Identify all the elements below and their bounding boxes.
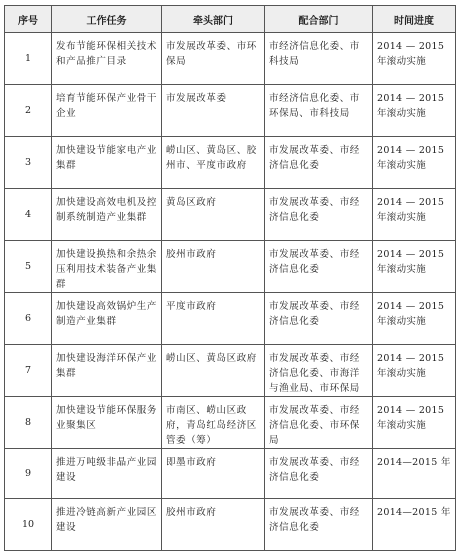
lead-department-cell: 崂山区、黄岛区、胶州市、平度市政府 [162,137,265,189]
lead-department-cell: 市发展改革委、市环保局 [162,33,265,85]
header-lead-department: 牵头部门 [162,6,265,33]
task-cell: 推进冷链高新产业园区建设 [52,499,162,551]
task-cell: 加快建设高效锅炉生产制造产业集群 [52,293,162,345]
schedule-cell: 2014 — 2015 年滚动实施 [373,137,456,189]
row-number: 5 [5,241,52,293]
header-task: 工作任务 [52,6,162,33]
task-cell: 加快建设高效电机及控制系统制造产业集群 [52,189,162,241]
row-number: 7 [5,345,52,397]
row-number: 1 [5,33,52,85]
row-number: 3 [5,137,52,189]
lead-department-cell: 即墨市政府 [162,449,265,499]
row-number: 4 [5,189,52,241]
table-row [5,499,456,551]
cooperating-departments-cell: 市发展改革委、市经济信息化委 [265,189,373,241]
header-row [5,6,456,33]
cooperating-departments-cell: 市发展改革委、市经济信息化委 [265,293,373,345]
task-cell: 加快建设换热和余热余压利用技术装备产业集群 [52,241,162,293]
schedule-cell: 2014 — 2015 年滚动实施 [373,189,456,241]
table-row [5,137,456,189]
task-cell: 加快建设海洋环保产业集群 [52,345,162,397]
lead-department-cell: 平度市政府 [162,293,265,345]
table-row [5,293,456,345]
row-number: 2 [5,85,52,137]
table-row [5,189,456,241]
cooperating-departments-cell: 市发展改革委、市经济信息化委 [265,137,373,189]
schedule-cell: 2014 — 2015 年滚动实施 [373,85,456,137]
cooperating-departments-cell: 市发展改革委、市经济信息化委 [265,241,373,293]
header-no: 序号 [5,6,52,33]
lead-department-cell: 崂山区、黄岛区政府 [162,345,265,397]
schedule-cell: 2014—2015 年 [373,449,456,499]
task-cell: 培育节能环保产业骨干企业 [52,85,162,137]
table-row [5,397,456,449]
cooperating-departments-cell: 市发展改革委、市经济信息化委 [265,499,373,551]
task-cell: 发布节能环保相关技术和产品推广目录 [52,33,162,85]
table-row [5,85,456,137]
row-number: 6 [5,293,52,345]
cooperating-departments-cell: 市经济信息化委、市环保局、市科技局 [265,85,373,137]
lead-department-cell: 胶州市政府 [162,499,265,551]
schedule-cell: 2014 — 2015 年滚动实施 [373,397,456,449]
schedule-cell: 2014 — 2015 年滚动实施 [373,241,456,293]
table-row [5,33,456,85]
table-row [5,241,456,293]
row-number: 8 [5,397,52,449]
cooperating-departments-cell: 市发展改革委、市经济信息化委、市环保局 [265,397,373,449]
cooperating-departments-cell: 市经济信息化委、市科技局 [265,33,373,85]
lead-department-cell: 黄岛区政府 [162,189,265,241]
table-row [5,345,456,397]
lead-department-cell: 市南区、崂山区政府，青岛红岛经济区管委（筹） [162,397,265,449]
cooperating-departments-cell: 市发展改革委、市经济信息化委、市海洋与渔业局、市环保局 [265,345,373,397]
task-cell: 推进万吨级非晶产业园建设 [52,449,162,499]
row-number: 10 [5,499,52,551]
schedule-cell: 2014 — 2015 年滚动实施 [373,293,456,345]
header-schedule: 时间进度 [373,6,456,33]
table-row [5,449,456,499]
task-cell: 加快建设节能环保服务业聚集区 [52,397,162,449]
schedule-cell: 2014 — 2015 年滚动实施 [373,345,456,397]
schedule-cell: 2014—2015 年 [373,499,456,551]
header-cooperating-departments: 配合部门 [265,6,373,33]
lead-department-cell: 胶州市政府 [162,241,265,293]
task-table [4,5,456,551]
task-cell: 加快建设节能家电产业集群 [52,137,162,189]
cooperating-departments-cell: 市发展改革委、市经济信息化委 [265,449,373,499]
row-number: 9 [5,449,52,499]
schedule-cell: 2014 — 2015 年滚动实施 [373,33,456,85]
lead-department-cell: 市发展改革委 [162,85,265,137]
